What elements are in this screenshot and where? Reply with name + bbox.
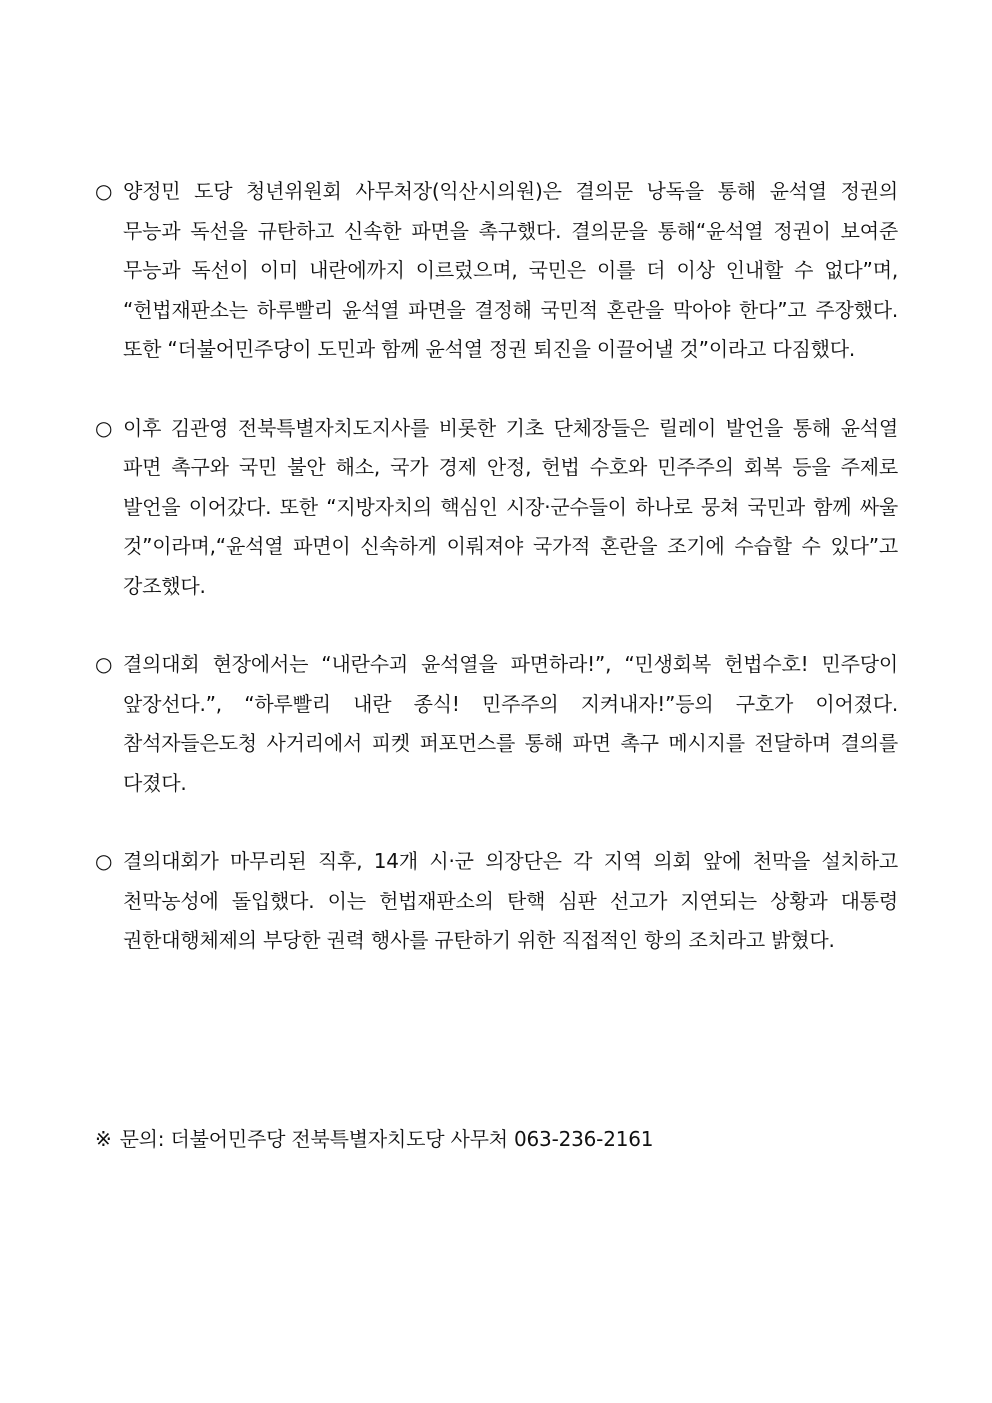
circle-bullet-icon: ○ [95, 179, 113, 203]
circle-bullet-icon: ○ [95, 652, 113, 676]
contact-text: 문의: 더불어민주당 전북특별자치도당 사무처 063-236-2161 [119, 1127, 654, 1151]
paragraph-2 [95, 409, 898, 607]
circle-bullet-icon: ○ [95, 849, 113, 873]
paragraph-text: 양정민 도당 청년위원회 사무처장(익산시의원)은 결의문 낭독을 통해 윤석열 정권의 무능과 독선을 규탄하고 신속한 파면을 촉구했다. 결의문을 통해“윤석열 정권이 보여준 무능과 독선이 이미 내란에까지 이르렀으며, 국민은 이를 더 이상 인내할 수 없다”며, “헌법재판소는 하루빨리 윤석열 파면을 결정해 국민적 혼란을 막아야 한다”고 주장했다. 또한 “더불어민주당이 도민과 함께 윤석열 정권 퇴진을 이끌어낼 것”이라고 다짐했다. [123, 179, 898, 361]
paragraph-text: 결의대회가 마무리된 직후, 14개 시·군 의장단은 각 지역 의회 앞에 천막을 설치하고 천막농성에 돌입했다. 이는 헌법재판소의 탄핵 심판 선고가 지연되는 상황과 대통령 권한대행체제의 부당한 권력 행사를 규탄하기 위한 직접적인 항의 조치라고 밝혔다. [123, 849, 898, 952]
press-release-body [95, 172, 898, 961]
paragraph-4 [95, 842, 898, 961]
reference-mark-icon: ※ [95, 1127, 112, 1151]
paragraph-3 [95, 645, 898, 803]
contact-note [95, 1120, 898, 1160]
paragraph-text: 결의대회 현장에서는 “내란수괴 윤석열을 파면하라!”, “민생회복 헌법수호! 민주당이 앞장선다.”, “하루빨리 내란 종식! 민주주의 지켜내자!”등의 구호가 이어졌다. 참석자들은도청 사거리에서 피켓 퍼포먼스를 통해 파면 촉구 메시지를 전달하며 결의를 다졌다. [123, 652, 898, 795]
circle-bullet-icon: ○ [95, 415, 113, 440]
paragraph-1 [95, 172, 898, 370]
paragraph-text: 이후 김관영 전북특별자치도지사를 비롯한 기초 단체장들은 릴레이 발언을 통해 윤석열 파면 촉구와 국민 불안 해소, 국가 경제 안정, 헌법 수호와 민주주의 회복 등을 주제로 발언을 이어갔다. 또한 “지방자치의 핵심인 시장·군수들이 하나로 뭉쳐 국민과 함께 싸울 것”이라며,“윤석열 파면이 신속하게 이뤄져야 국가적 혼란을 조기에 수습할 수 있다”고 강조했다. [123, 415, 898, 598]
